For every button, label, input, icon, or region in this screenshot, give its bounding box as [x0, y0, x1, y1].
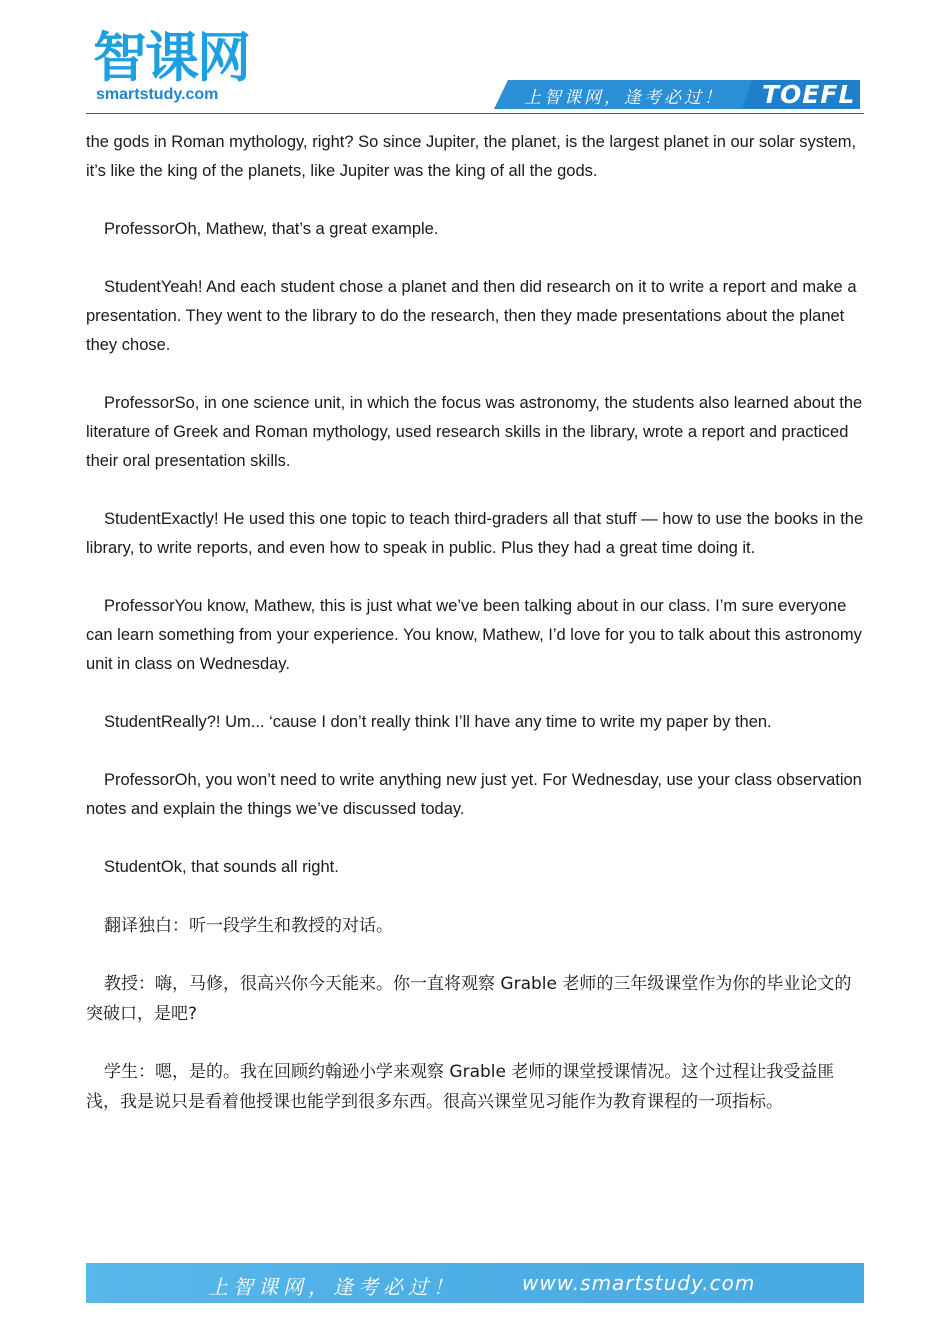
paragraph: ProfessorSo, in one science unit, in which the focus was astronomy, the students also learned about the literature of Greek and Roman mythology, used research skills in the library, wrote a report and practiced their oral presentation skills.: [86, 394, 863, 470]
paragraph-translation: 翻译独白：听一段学生和教授的对话。: [104, 916, 393, 936]
exam-tag: TOEFL: [762, 80, 856, 109]
document-body: [86, 128, 864, 1145]
paragraph-translation: 学生：嗯，是的。我在回顾约翰逊小学来观察 Grable 老师的课堂授课情况。这个过程让我受益匪浅，我是说只是看着他授课也能学到很多东西。很高兴课堂见习能作为教育课程的一项指标。: [86, 1062, 835, 1112]
banner-slogan: 上智课网，逢考必过！: [524, 88, 724, 108]
header-banner: [494, 80, 860, 109]
paragraph-translation: 教授：嗨，马修，很高兴你今天能来。你一直将观察 Grable 老师的三年级课堂作为你的毕业论文的突破口，是吧?: [86, 974, 852, 1024]
brand-logo: 智课网: [93, 26, 249, 89]
page-header: [0, 0, 950, 118]
paragraph: ProfessorOh, you won’t need to write anything new just yet. For Wednesday, use your class observation notes and explain the things we’ve discussed today.: [86, 771, 862, 818]
paragraph: StudentReally?! Um... ‘cause I don’t really think I’ll have any time to write my paper by then.: [104, 713, 772, 731]
brand-domain: smartstudy.com: [96, 86, 219, 103]
footer-url: www.smartstudy.com: [522, 1271, 756, 1295]
page-footer-banner: [86, 1263, 864, 1303]
paragraph: the gods in Roman mythology, right? So since Jupiter, the planet, is the largest planet in our solar system, it’s like the king of the planets, like Jupiter was the king of all the gods.: [86, 133, 857, 180]
paragraph: ProfessorOh, Mathew, that’s a great example.: [104, 220, 439, 238]
footer-slogan: 上智课网，逢考必过！: [208, 1275, 458, 1299]
paragraph: StudentYeah! And each student chose a planet and then did research on it to write a report and make a presentation. They went to the library to do the research, then they made presentations about the planet they chose.: [86, 278, 857, 354]
paragraph: StudentOk, that sounds all right.: [104, 858, 339, 876]
header-divider: [86, 113, 864, 114]
paragraph: ProfessorYou know, Mathew, this is just what we’ve been talking about in our class. I’m sure everyone can learn something from your experience. You know, Mathew, I’d love for you to talk about this astronomy unit in class on Wednesday.: [86, 597, 862, 673]
paragraph: StudentExactly! He used this one topic to teach third-graders all that stuff — how to use the books in the library, to write reports, and even how to speak in public. Plus they had a great time doing it.: [86, 510, 864, 557]
